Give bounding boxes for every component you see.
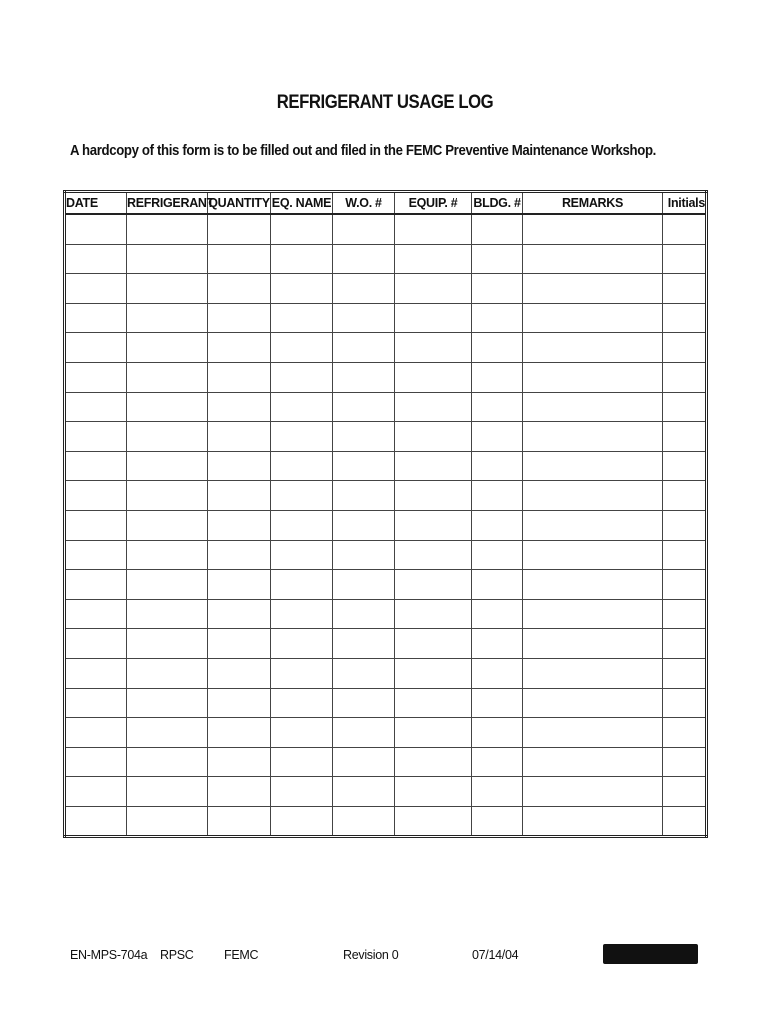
table-cell[interactable]	[663, 333, 707, 363]
table-cell[interactable]	[65, 747, 127, 777]
table-body	[65, 214, 707, 837]
table-cell[interactable]	[333, 451, 395, 481]
table-cell[interactable]	[472, 510, 523, 540]
table-cell[interactable]	[395, 362, 472, 392]
table-cell[interactable]	[472, 481, 523, 511]
column-header-refrigerant: REFRIGERANT	[127, 192, 208, 215]
table-cell[interactable]	[65, 451, 127, 481]
table-cell[interactable]	[333, 540, 395, 570]
table-cell[interactable]	[333, 658, 395, 688]
table-cell[interactable]	[395, 244, 472, 274]
table-cell[interactable]	[333, 747, 395, 777]
table-cell[interactable]	[65, 362, 127, 392]
table-row	[65, 747, 707, 777]
table-cell[interactable]	[395, 570, 472, 600]
table-cell[interactable]	[127, 688, 208, 718]
table-cell[interactable]	[523, 510, 663, 540]
table-cell[interactable]	[663, 362, 707, 392]
table-cell[interactable]	[663, 540, 707, 570]
table-cell[interactable]	[472, 303, 523, 333]
table-cell[interactable]	[523, 274, 663, 304]
table-cell[interactable]	[127, 629, 208, 659]
table-cell[interactable]	[395, 658, 472, 688]
table-cell[interactable]	[65, 718, 127, 748]
table-cell[interactable]	[472, 451, 523, 481]
table-cell[interactable]	[333, 333, 395, 363]
table-cell[interactable]	[271, 451, 333, 481]
table-cell[interactable]	[395, 629, 472, 659]
table-row	[65, 718, 707, 748]
footer-form-number: EN-MPS-704a	[70, 948, 148, 962]
table-cell[interactable]	[395, 747, 472, 777]
table-cell[interactable]	[663, 658, 707, 688]
table-cell[interactable]	[208, 214, 271, 244]
table-cell[interactable]	[395, 777, 472, 807]
table-row	[65, 214, 707, 244]
table-cell[interactable]	[127, 392, 208, 422]
table-cell[interactable]	[208, 510, 271, 540]
table-cell[interactable]	[395, 422, 472, 452]
table-cell[interactable]	[333, 481, 395, 511]
table-cell[interactable]	[65, 214, 127, 244]
table-cell[interactable]	[663, 747, 707, 777]
table-cell[interactable]	[395, 214, 472, 244]
table-cell[interactable]	[127, 481, 208, 511]
table-cell[interactable]	[663, 214, 707, 244]
table-cell[interactable]	[208, 274, 271, 304]
table-cell[interactable]	[523, 244, 663, 274]
table-cell[interactable]	[127, 599, 208, 629]
table-cell[interactable]	[127, 570, 208, 600]
footer-org: RPSC	[160, 948, 194, 962]
table-cell[interactable]	[208, 718, 271, 748]
table-cell[interactable]	[65, 658, 127, 688]
table-row	[65, 481, 707, 511]
table-cell[interactable]	[663, 510, 707, 540]
table-cell[interactable]	[271, 570, 333, 600]
table-cell[interactable]	[523, 333, 663, 363]
table-cell[interactable]	[472, 422, 523, 452]
table-cell[interactable]	[523, 540, 663, 570]
table-cell[interactable]	[523, 718, 663, 748]
table-cell[interactable]	[523, 481, 663, 511]
table-cell[interactable]	[65, 570, 127, 600]
table-cell[interactable]	[333, 806, 395, 837]
table-row	[65, 658, 707, 688]
table-cell[interactable]	[333, 274, 395, 304]
table-cell[interactable]	[333, 599, 395, 629]
table-cell[interactable]	[208, 333, 271, 363]
table-cell[interactable]	[395, 274, 472, 304]
table-cell[interactable]	[472, 658, 523, 688]
table-cell[interactable]	[663, 422, 707, 452]
table-row	[65, 688, 707, 718]
table-cell[interactable]	[523, 777, 663, 807]
table-row	[65, 599, 707, 629]
footer-redaction-bar	[603, 944, 698, 964]
table-cell[interactable]	[395, 599, 472, 629]
table-cell[interactable]	[663, 451, 707, 481]
table-cell[interactable]	[395, 481, 472, 511]
table-cell[interactable]	[271, 658, 333, 688]
table-cell[interactable]	[208, 392, 271, 422]
table-cell[interactable]	[333, 214, 395, 244]
table-cell[interactable]	[271, 777, 333, 807]
table-cell[interactable]	[271, 629, 333, 659]
table-cell[interactable]	[523, 806, 663, 837]
table-cell[interactable]	[395, 540, 472, 570]
table-cell[interactable]	[523, 303, 663, 333]
column-header-equip-number: EQUIP. #	[395, 192, 472, 215]
table-cell[interactable]	[663, 777, 707, 807]
table-cell[interactable]	[523, 392, 663, 422]
table-cell[interactable]	[523, 747, 663, 777]
table-cell[interactable]	[663, 570, 707, 600]
table-cell[interactable]	[472, 718, 523, 748]
table-cell[interactable]	[271, 422, 333, 452]
table-cell[interactable]	[472, 540, 523, 570]
table-cell[interactable]	[395, 303, 472, 333]
form-instructions: A hardcopy of this form is to be filled out and filed in the FEMC Preventive Maintenance Workshop.	[70, 142, 656, 159]
table-header-row	[65, 192, 707, 215]
table-cell[interactable]	[333, 303, 395, 333]
column-header-initials: Initials	[663, 192, 707, 215]
table-cell[interactable]	[395, 806, 472, 837]
table-cell[interactable]	[472, 688, 523, 718]
table-cell[interactable]	[127, 718, 208, 748]
table-cell[interactable]	[271, 392, 333, 422]
table-cell[interactable]	[333, 718, 395, 748]
table-cell[interactable]	[208, 777, 271, 807]
table-row	[65, 540, 707, 570]
table-cell[interactable]	[663, 629, 707, 659]
table-cell[interactable]	[127, 333, 208, 363]
table-cell[interactable]	[523, 629, 663, 659]
table-cell[interactable]	[523, 451, 663, 481]
table-row	[65, 244, 707, 274]
table-cell[interactable]	[472, 629, 523, 659]
table-cell[interactable]	[523, 688, 663, 718]
table-row	[65, 510, 707, 540]
table-cell[interactable]	[65, 333, 127, 363]
table-cell[interactable]	[65, 688, 127, 718]
table-cell[interactable]	[333, 362, 395, 392]
table-cell[interactable]	[127, 451, 208, 481]
table-cell[interactable]	[127, 422, 208, 452]
table-cell[interactable]	[65, 481, 127, 511]
table-cell[interactable]	[271, 214, 333, 244]
table-cell[interactable]	[271, 362, 333, 392]
table-cell[interactable]	[65, 422, 127, 452]
table-cell[interactable]	[208, 658, 271, 688]
table-cell[interactable]	[208, 451, 271, 481]
table-cell[interactable]	[65, 806, 127, 837]
table-cell[interactable]	[271, 747, 333, 777]
table-cell[interactable]	[127, 747, 208, 777]
table-cell[interactable]	[127, 362, 208, 392]
table-cell[interactable]	[523, 658, 663, 688]
table-cell[interactable]	[65, 599, 127, 629]
table-cell[interactable]	[523, 599, 663, 629]
table-cell[interactable]	[663, 274, 707, 304]
table-cell[interactable]	[523, 422, 663, 452]
table-cell[interactable]	[395, 392, 472, 422]
table-cell[interactable]	[208, 422, 271, 452]
table-row	[65, 451, 707, 481]
table-cell[interactable]	[333, 570, 395, 600]
footer-revision: Revision 0	[343, 948, 399, 962]
table-cell[interactable]	[523, 570, 663, 600]
table-cell[interactable]	[472, 274, 523, 304]
table-cell[interactable]	[333, 392, 395, 422]
column-header-remarks: REMARKS	[523, 192, 663, 215]
table-row	[65, 629, 707, 659]
table-cell[interactable]	[208, 806, 271, 837]
table-cell[interactable]	[127, 510, 208, 540]
table-cell[interactable]	[271, 274, 333, 304]
table-cell[interactable]	[395, 718, 472, 748]
table-cell[interactable]	[65, 244, 127, 274]
table-cell[interactable]	[663, 481, 707, 511]
table-cell[interactable]	[333, 510, 395, 540]
table-cell[interactable]	[663, 688, 707, 718]
usage-log-table	[63, 190, 708, 838]
table-row	[65, 422, 707, 452]
column-header-wo-number: W.O. #	[333, 192, 395, 215]
table-cell[interactable]	[523, 362, 663, 392]
table-row	[65, 274, 707, 304]
table-cell[interactable]	[663, 599, 707, 629]
table-cell[interactable]	[271, 718, 333, 748]
table-cell[interactable]	[271, 510, 333, 540]
table-cell[interactable]	[333, 777, 395, 807]
table-cell[interactable]	[472, 777, 523, 807]
table-cell[interactable]	[65, 629, 127, 659]
table-cell[interactable]	[65, 274, 127, 304]
table-cell[interactable]	[333, 422, 395, 452]
table-cell[interactable]	[271, 540, 333, 570]
table-cell[interactable]	[663, 392, 707, 422]
table-cell[interactable]	[472, 599, 523, 629]
table-cell[interactable]	[271, 481, 333, 511]
table-cell[interactable]	[127, 214, 208, 244]
column-header-quantity: QUANTITY	[208, 192, 271, 215]
table-cell[interactable]	[127, 777, 208, 807]
table-cell[interactable]	[472, 362, 523, 392]
table-cell[interactable]	[472, 570, 523, 600]
table-cell[interactable]	[333, 244, 395, 274]
table-cell[interactable]	[127, 303, 208, 333]
table-cell[interactable]	[472, 806, 523, 837]
table-cell[interactable]	[127, 274, 208, 304]
table-cell[interactable]	[208, 540, 271, 570]
column-header-bldg-number: BLDG. #	[472, 192, 523, 215]
table-cell[interactable]	[472, 244, 523, 274]
table-cell[interactable]	[127, 244, 208, 274]
table-cell[interactable]	[271, 303, 333, 333]
table-cell[interactable]	[271, 806, 333, 837]
table-cell[interactable]	[208, 570, 271, 600]
column-header-date: DATE	[65, 192, 127, 215]
table-cell[interactable]	[523, 214, 663, 244]
column-header-eq-name: EQ. NAME	[271, 192, 333, 215]
table-cell[interactable]	[395, 451, 472, 481]
table-cell[interactable]	[208, 244, 271, 274]
table-cell[interactable]	[208, 481, 271, 511]
table-cell[interactable]	[271, 599, 333, 629]
table-cell[interactable]	[208, 688, 271, 718]
table-cell[interactable]	[65, 540, 127, 570]
table-cell[interactable]	[127, 540, 208, 570]
table-cell[interactable]	[395, 688, 472, 718]
table-cell[interactable]	[472, 333, 523, 363]
table-cell[interactable]	[663, 718, 707, 748]
table-cell[interactable]	[395, 333, 472, 363]
table-cell[interactable]	[271, 244, 333, 274]
table-row	[65, 303, 707, 333]
table-cell[interactable]	[271, 688, 333, 718]
table-cell[interactable]	[472, 392, 523, 422]
table-cell[interactable]	[271, 333, 333, 363]
table-cell[interactable]	[663, 303, 707, 333]
table-row	[65, 362, 707, 392]
table-cell[interactable]	[472, 214, 523, 244]
table-cell[interactable]	[663, 244, 707, 274]
table-cell[interactable]	[208, 303, 271, 333]
table-cell[interactable]	[395, 510, 472, 540]
footer-date: 07/14/04	[472, 948, 519, 962]
table-cell[interactable]	[65, 392, 127, 422]
table-row	[65, 806, 707, 837]
table-cell[interactable]	[65, 510, 127, 540]
table-cell[interactable]	[65, 303, 127, 333]
table-row	[65, 570, 707, 600]
table-row	[65, 777, 707, 807]
table-cell[interactable]	[65, 777, 127, 807]
table-cell[interactable]	[333, 688, 395, 718]
table-row	[65, 392, 707, 422]
table-cell[interactable]	[663, 806, 707, 837]
table-cell[interactable]	[127, 658, 208, 688]
footer-dept: FEMC	[224, 948, 259, 962]
table-cell[interactable]	[208, 599, 271, 629]
table-cell[interactable]	[208, 629, 271, 659]
table-row	[65, 333, 707, 363]
table-cell[interactable]	[127, 806, 208, 837]
table-cell[interactable]	[208, 362, 271, 392]
table-cell[interactable]	[333, 629, 395, 659]
form-title: REFRIGERANT USAGE LOG	[276, 92, 494, 113]
table-cell[interactable]	[208, 747, 271, 777]
table-cell[interactable]	[472, 747, 523, 777]
